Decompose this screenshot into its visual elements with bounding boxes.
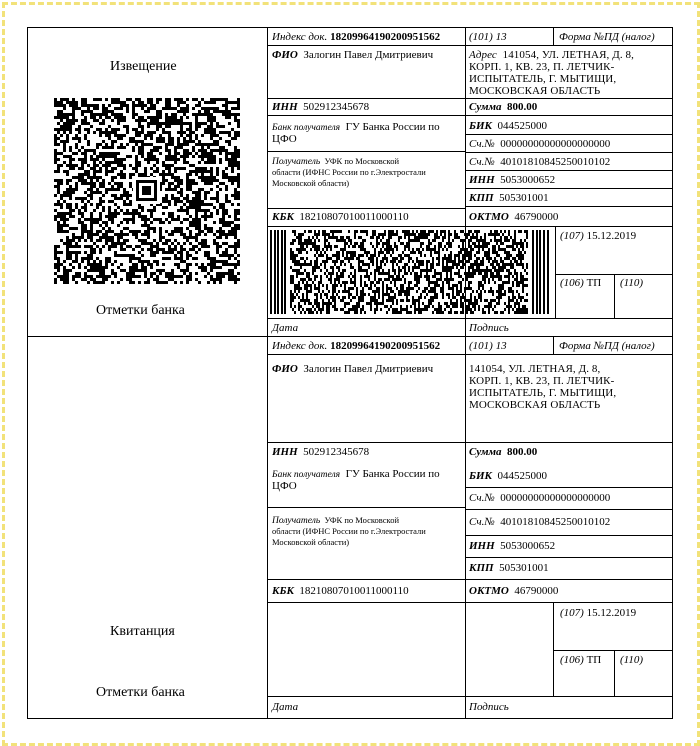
code101-label: (101): [469, 31, 493, 43]
address-line: КОРП. 1, КВ. 23, П. ЛЕТЧИК-: [469, 61, 615, 73]
form-label: Форма №ПД (налог): [559, 340, 655, 352]
inn-value: 502912345678: [303, 446, 370, 458]
code101-value: 13: [495, 31, 507, 43]
kpp-label: КПП: [469, 192, 494, 204]
date-label: Дата: [272, 322, 299, 334]
oktmo-label: ОКТМО: [469, 585, 509, 597]
sch2-label: Сч.№: [469, 156, 495, 168]
address-line: 141054, УЛ. ЛЕТНАЯ, Д. 8,: [502, 49, 634, 61]
bank-label: Банк получателя: [272, 470, 341, 480]
kbk-value: 18210807010011000110: [299, 585, 409, 597]
kpp-label: КПП: [469, 562, 494, 574]
sch-value: 00000000000000000000: [500, 138, 611, 150]
code106-label: (106): [560, 654, 584, 666]
notice-bank-marks: Отметки банка: [96, 303, 185, 318]
code110-label: (110): [620, 277, 644, 289]
kbk-label: КБК: [272, 211, 294, 223]
sign-label: Подпись: [469, 322, 509, 334]
index-label: Индекс док.: [272, 31, 328, 43]
form-label: Форма №ПД (налог): [559, 31, 655, 43]
receipt-title: Квитанция: [110, 624, 175, 639]
qr-code-icon: [54, 98, 240, 284]
kbk-label: КБК: [272, 585, 294, 597]
receipt-bank-marks: Отметки банка: [96, 685, 185, 700]
sch-value: 00000000000000000000: [500, 492, 611, 504]
oktmo-label: ОКТМО: [469, 211, 509, 223]
index-value: 18209964190200951562: [330, 31, 441, 43]
kbk-value: 18210807010011000110: [299, 211, 409, 223]
fio-label: ФИО: [272, 363, 298, 375]
inn-value: 502912345678: [303, 101, 370, 113]
sum-label: Сумма: [469, 101, 502, 113]
inn2-value: 5053000652: [500, 174, 556, 186]
sch-label: Сч.№: [469, 492, 495, 504]
recipient-value-3: Московской области): [272, 537, 350, 547]
bank-value-2: ЦФО: [272, 480, 297, 492]
bik-label: БИК: [469, 120, 493, 132]
address-line: 141054, УЛ. ЛЕТНАЯ, Д. 8,: [469, 363, 601, 375]
bik-value: 044525000: [497, 470, 548, 482]
index-value: 18209964190200951562: [330, 340, 441, 352]
inn-label: ИНН: [272, 446, 298, 458]
inn-label: ИНН: [272, 101, 298, 113]
bik-label: БИК: [469, 470, 493, 482]
recipient-value-3: Московской области): [272, 178, 350, 188]
address-line: ИСПЫТАТЕЛЬ, Г. МЫТИЩИ,: [469, 73, 617, 85]
bik-value: 044525000: [497, 120, 548, 132]
sum-value: 800.00: [507, 101, 538, 113]
code101-label: (101): [469, 340, 493, 352]
sch2-value: 40101810845250010102: [500, 156, 611, 168]
address-line: МОСКОВСКАЯ ОБЛАСТЬ: [469, 399, 601, 411]
date-label: Дата: [272, 701, 299, 713]
sum-label: Сумма: [469, 446, 502, 458]
recipient-value-2: области (ИФНС России по г.Электростали: [272, 167, 426, 177]
column-divider: [267, 28, 268, 719]
section-divider: [28, 336, 673, 337]
recipient-label: Получатель: [272, 157, 321, 167]
address-label: Адрес: [469, 49, 497, 61]
fio-label: ФИО: [272, 49, 298, 61]
fio-value: Залогин Павел Дмитриевич: [303, 49, 434, 61]
sum-value: 800.00: [507, 446, 538, 458]
code110-label: (110): [620, 654, 644, 666]
fio-value: Залогин Павел Дмитриевич: [303, 363, 434, 375]
kpp-value: 505301001: [499, 562, 549, 574]
bank-value: ГУ Банка России по: [345, 121, 440, 133]
code107-value: 15.12.2019: [586, 230, 637, 242]
sch2-label: Сч.№: [469, 516, 495, 528]
oktmo-value: 46790000: [514, 585, 559, 597]
inn2-value: 5053000652: [500, 540, 556, 552]
index-label: Индекс док.: [272, 340, 328, 352]
code101-value: 13: [495, 340, 507, 352]
bank-label: Банк получателя: [272, 123, 341, 133]
recipient-label: Получатель: [272, 516, 321, 526]
address-line: МОСКОВСКАЯ ОБЛАСТЬ: [469, 85, 601, 97]
code107-label: (107): [560, 607, 584, 619]
bank-value: ГУ Банка России по: [345, 468, 440, 480]
address-line: КОРП. 1, КВ. 23, П. ЛЕТЧИК-: [469, 375, 615, 387]
sch-label: Сч.№: [469, 138, 495, 150]
address-line: ИСПЫТАТЕЛЬ, Г. МЫТИЩИ,: [469, 387, 617, 399]
inn2-label: ИНН: [469, 540, 495, 552]
sign-label: Подпись: [469, 701, 509, 713]
barcode-icon: [270, 230, 550, 314]
bank-value-2: ЦФО: [272, 133, 297, 145]
recipient-value: УФК по Московской: [324, 515, 400, 525]
code107-value: 15.12.2019: [586, 607, 637, 619]
recipient-value-2: области (ИФНС России по г.Электростали: [272, 526, 426, 536]
oktmo-value: 46790000: [514, 211, 559, 223]
code106-label: (106): [560, 277, 584, 289]
sch2-value: 40101810845250010102: [500, 516, 611, 528]
code106-value: ТП: [586, 277, 602, 289]
kpp-value: 505301001: [499, 192, 549, 204]
inn2-label: ИНН: [469, 174, 495, 186]
recipient-value: УФК по Московской: [324, 156, 400, 166]
code106-value: ТП: [586, 654, 602, 666]
notice-title: Извещение: [110, 59, 177, 74]
code107-label: (107): [560, 230, 584, 242]
